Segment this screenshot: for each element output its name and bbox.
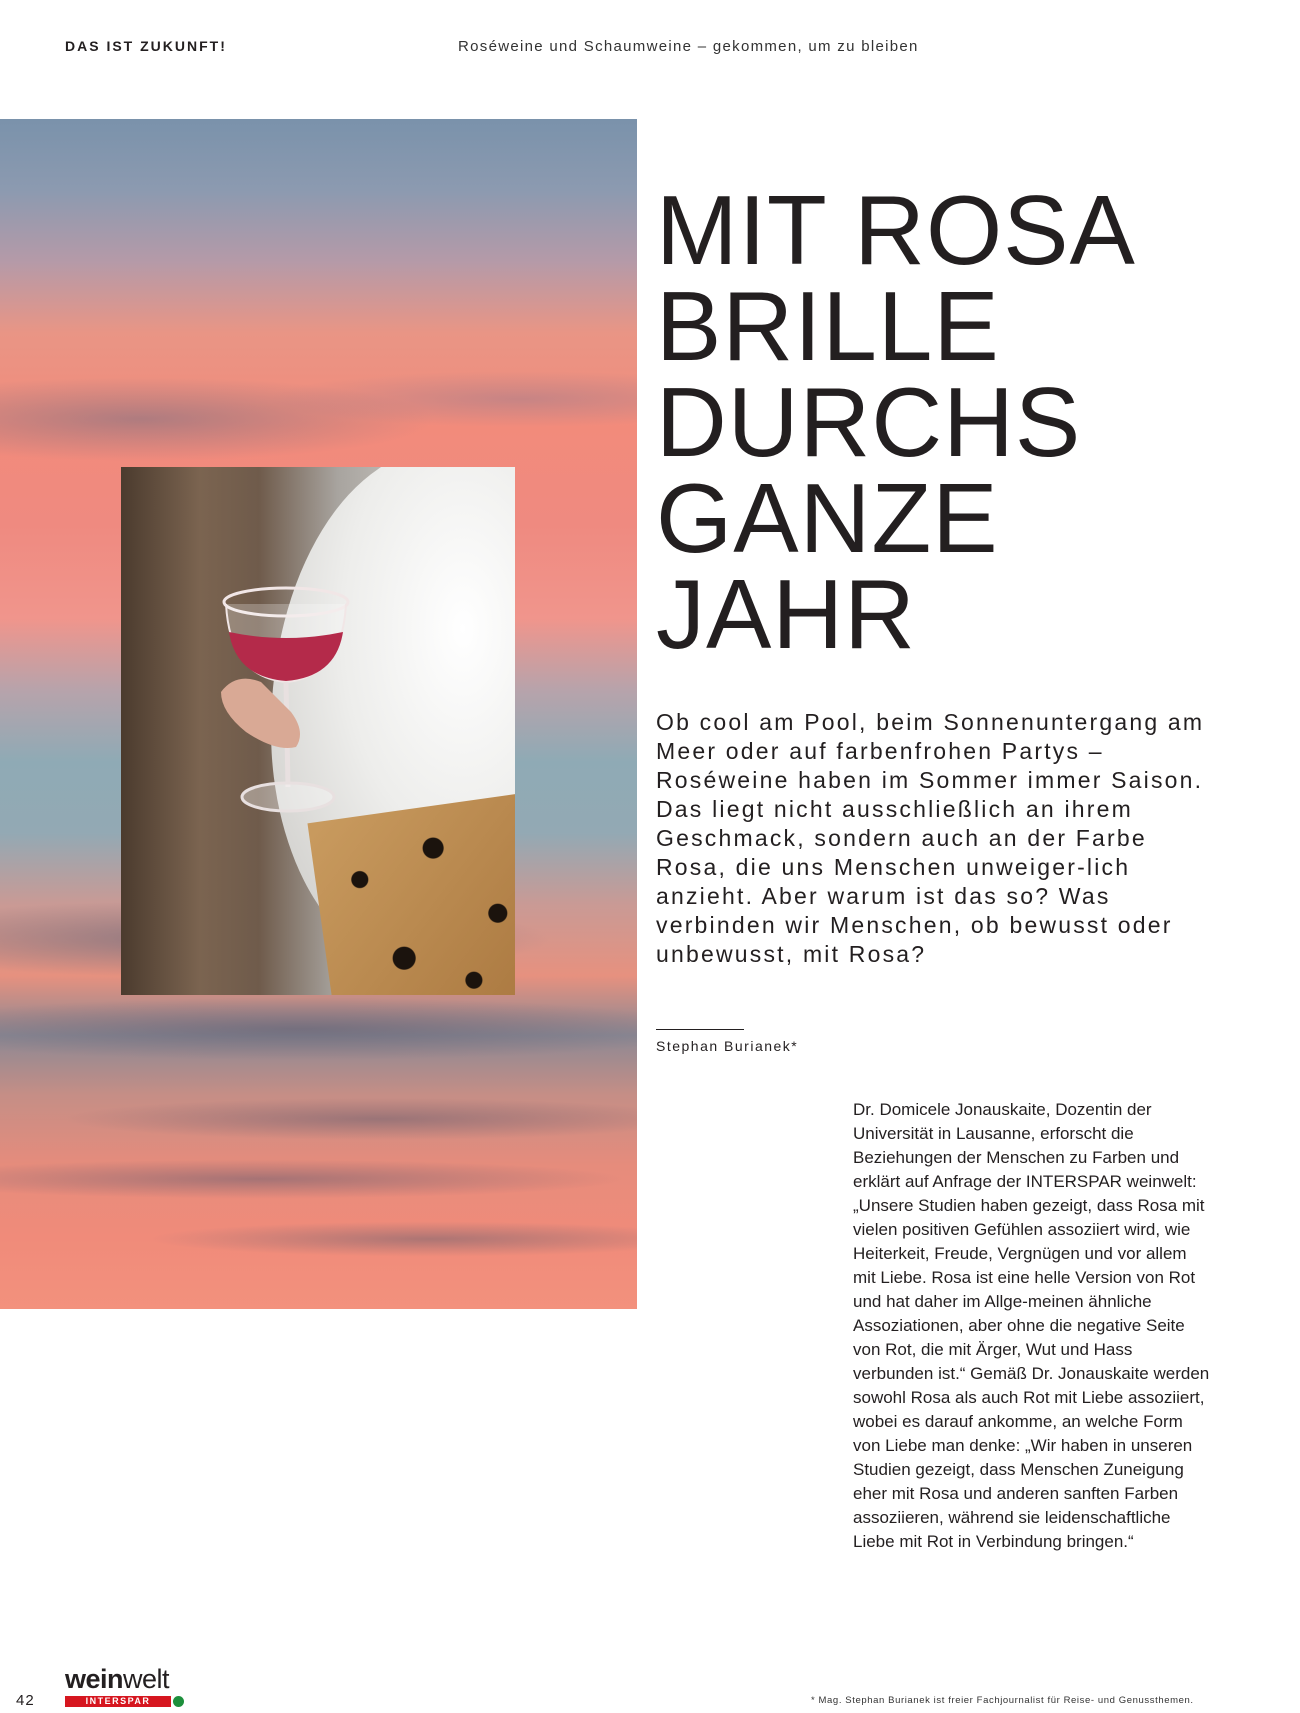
weinwelt-logo — [65, 1664, 185, 1708]
author-byline: Stephan Burianek* — [656, 1038, 799, 1054]
title-line: MIT ROSA — [656, 175, 1136, 285]
footnote: * Mag. Stephan Burianek ist freier Fachjournalist für Reise- und Genussthemen. — [811, 1695, 1194, 1706]
wine-glass-photo — [121, 467, 515, 995]
wine-glass-illustration — [216, 582, 356, 842]
logo-light: welt — [123, 1664, 170, 1694]
running-head: Roséweine und Schaumweine – gekommen, um zu bleiben — [458, 38, 919, 55]
title-line: DURCHS — [656, 367, 1082, 477]
title-line: BRILLE — [656, 271, 1000, 381]
logo-bold: wein — [65, 1664, 124, 1694]
author-rule — [656, 1029, 744, 1030]
article-lead: Ob cool am Pool, beim Sonnenuntergang am Meer oder auf farbenfrohen Partys – Roséweine haben im Sommer immer Saison. Das liegt nicht ausschließlich an ihrem Geschmack, sondern auch an der Farbe Rosa, die uns Menschen unweiger-lich anzieht. Aber warum ist das so? Was verbinden wir Menschen, ob bewusst oder unbewusst, mit Rosa? — [656, 709, 1205, 967]
page-number: 42 — [16, 1692, 35, 1709]
article-body: Dr. Domicele Jonauskaite, Dozentin der Universität in Lausanne, erforscht die Beziehungen der Menschen zu Farben und erklärt auf Anfrage der INTERSPAR weinwelt: „Unsere Studien haben gezeigt, dass Rosa mit vielen positiven Gefühlen assoziiert wird, wie Heiterkeit, Freude, Vergnügen und vor allem mit Liebe. Rosa ist eine helle Version von Rot und hat daher im Allge-meinen ähnliche Assoziationen, aber ohne die negative Seite von Rot, die mit Ärger, Wut und Hass verbunden ist.“ Gemäß Dr. Jonauskaite werden sowohl Rosa als auch Rot mit Liebe assoziiert, wobei es darauf ankomme, an welche Form von Liebe man denke: „Wir haben in unseren Studien gezeigt, dass Menschen Zuneigung eher mit Rosa und anderen sanften Farben assoziieren, während sie leidenschaftliche Liebe mit Rot in Verbindung bringen.“ — [853, 1100, 1210, 1551]
section-kicker: DAS IST ZUKUNFT! — [65, 38, 227, 54]
logo-wordmark — [65, 1664, 169, 1694]
logo-bar: INTERSPAR — [65, 1696, 171, 1707]
title-line: GANZE — [656, 463, 999, 573]
title-line: JAHR — [656, 559, 916, 669]
article-title — [656, 175, 1136, 669]
leaf-icon — [173, 1696, 184, 1707]
